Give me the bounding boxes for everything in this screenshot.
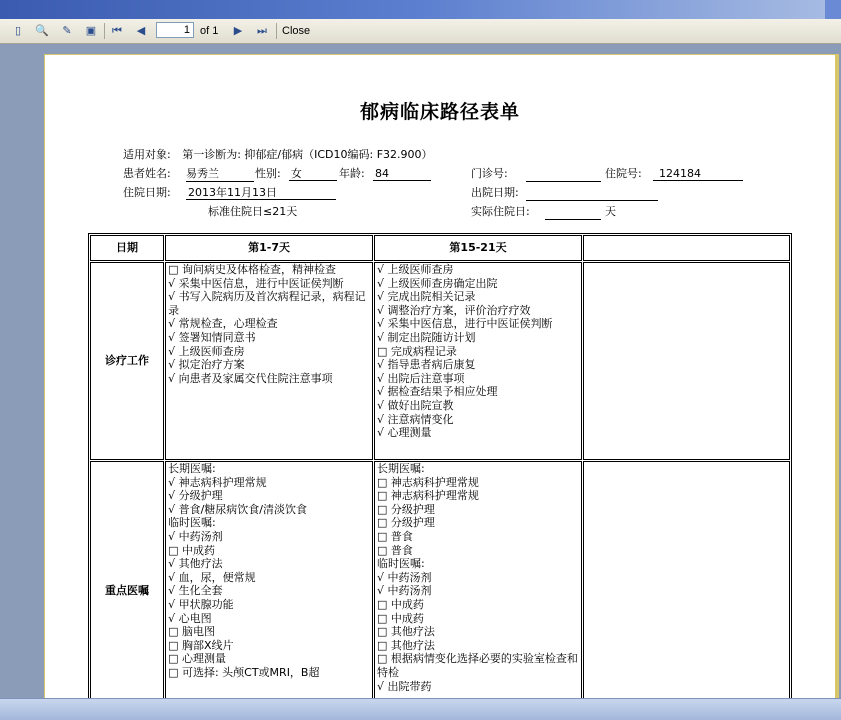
discharge-date [526, 186, 658, 201]
applicable-label: 适用对象: [123, 148, 171, 161]
treatment-empty [583, 262, 790, 460]
list-item: √ 采集中医信息，进行中医证侯判断 [168, 276, 344, 290]
titlebar-edge [825, 0, 841, 19]
page-number-input[interactable] [156, 22, 194, 38]
list-item: 长期医嘱: [377, 462, 425, 475]
list-item: □ 其他疗法 [377, 625, 435, 639]
window-titlebar [0, 0, 841, 19]
gender-label: 性别: [255, 167, 281, 180]
admit-date-label: 住院日期: [123, 186, 171, 199]
edit-icon[interactable]: ✎ [62, 25, 72, 37]
list-item: 临时医嘱: [377, 557, 425, 571]
list-item: √ 指导患者病后康复 [377, 358, 476, 372]
clinical-pathway-table [88, 233, 792, 700]
list-item: √ 中药汤剂 [377, 584, 432, 598]
list-item: 长期医嘱: [168, 462, 216, 475]
list-item: √ 出院后注意事项 [377, 371, 465, 385]
page-total-label: of 1 [200, 25, 219, 37]
list-item: □ 分级护理 [377, 502, 435, 516]
list-item: √ 中药汤剂 [377, 570, 432, 584]
list-item: □ 询问病史及体格检查，精神检查 [168, 263, 336, 276]
list-item: □ 心理测量 [168, 652, 226, 666]
document-title: 郁病临床路径表单 [359, 101, 520, 123]
first-page-icon[interactable]: ⏮ [112, 25, 122, 37]
list-item: √ 心理测量 [377, 426, 432, 440]
list-item: □ 分级护理 [377, 516, 435, 530]
toolbar-separator [104, 23, 105, 39]
actual-days-value [545, 205, 601, 224]
list-item: □ 其他疗法 [377, 638, 435, 652]
list-item: √ 血，尿，便常规 [168, 570, 256, 584]
list-item: √ 普食/糖尿病饮食/清淡饮食 [168, 502, 307, 516]
list-item: √ 出院带药 [377, 679, 432, 693]
header-date: 日期 [90, 235, 164, 261]
next-page-icon[interactable]: ▶ [233, 25, 243, 37]
list-item: √ 中药汤剂 [168, 529, 223, 543]
list-item: √ 注意病情变化 [377, 412, 454, 426]
actual-days-label: 实际住院日: [471, 205, 530, 218]
list-item: √ 做好出院宣教 [377, 398, 454, 412]
list-item: √ 调整治疗方案，评价治疗疗效 [377, 303, 531, 317]
clinic-no-label: 门诊号: [471, 167, 508, 180]
header-day-15-21: 第15-21天 [374, 235, 582, 261]
discharge-date-label: 出院日期: [471, 186, 519, 199]
list-item: √ 常规检查，心理检查 [168, 317, 278, 331]
list-item: √ 生化全套 [168, 584, 223, 598]
list-item: √ 拟定治疗方案 [168, 358, 245, 372]
applicable-row [123, 148, 433, 162]
list-item: √ 书写入院病历及首次病程记录，病程记录 [168, 290, 366, 317]
gender: 女 [289, 167, 337, 181]
list-item: □ 根据病情变化选择必要的实验室检查和特检 [377, 652, 578, 679]
orders-empty [583, 461, 790, 700]
discharge-date-value [526, 186, 658, 205]
table-row-orders [90, 461, 790, 700]
list-item: □ 普食 [377, 529, 413, 543]
list-item: √ 签署知情同意书 [168, 330, 256, 344]
patient-name-label: 患者姓名: [123, 167, 171, 180]
list-item: □ 中成药 [377, 597, 424, 611]
list-item: □ 中成药 [168, 543, 215, 557]
treatment-day-15-21 [374, 262, 582, 460]
header-day-1-7: 第1-7天 [165, 235, 373, 261]
standard-days: 标准住院日≤21天 [208, 205, 298, 218]
header-empty [583, 235, 790, 261]
list-item: □ 中成药 [377, 611, 424, 625]
clinic-no [526, 167, 601, 182]
list-item: √ 分级护理 [168, 489, 223, 503]
list-item: √ 制定出院随访计划 [377, 330, 476, 344]
age-value [373, 167, 431, 181]
orders-day-15-21 [374, 461, 582, 700]
previous-page-icon[interactable]: ◀ [136, 25, 146, 37]
clinic-no-value [526, 167, 601, 186]
table-row-treatment [90, 262, 790, 460]
gender-value [289, 167, 337, 181]
list-item: √ 上级医师查房确定出院 [377, 276, 498, 290]
row-label-orders: 重点医嘱 [90, 461, 164, 700]
applicable-value: 第一诊断为: 抑郁症/郁病（ICD10编码: F32.900） [182, 148, 433, 161]
actual-days-unit: 天 [605, 205, 616, 218]
list-item: √ 其他疗法 [168, 557, 223, 571]
status-bar [0, 698, 841, 720]
toolbar-separator [276, 23, 277, 39]
viewer-background [0, 44, 42, 698]
report-page [45, 55, 835, 700]
table-header-row [90, 235, 790, 261]
inpatient-no-value [653, 167, 743, 181]
list-item: √ 采集中医信息，进行中医证侯判断 [377, 317, 553, 331]
list-item: √ 据检查结果予相应处理 [377, 385, 498, 399]
list-item: √ 神志病科护理常规 [168, 475, 267, 489]
list-item: 临时医嘱: [168, 516, 216, 530]
list-item: □ 可选择: 头颅CT或MRI，B超 [168, 665, 320, 679]
list-item: √ 心电图 [168, 611, 212, 625]
inpatient-no-label: 住院号: [605, 167, 642, 180]
report-toolbar [0, 19, 841, 44]
admit-date-value [186, 186, 336, 200]
list-item: □ 普食 [377, 543, 413, 557]
patient-name-value [186, 167, 254, 182]
list-item: □ 神志病科护理常规 [377, 475, 479, 489]
list-item: √ 向患者及家属交代住院注意事项 [168, 371, 333, 385]
list-item: √ 上级医师查房 [377, 263, 454, 276]
orders-day-1-7 [165, 461, 373, 700]
export-icon[interactable]: ▣ [85, 25, 97, 37]
age: 84 [373, 167, 431, 181]
search-icon[interactable]: 🔍 [35, 25, 49, 37]
list-item: □ 胸部X线片 [168, 638, 234, 652]
actual-days [545, 205, 601, 220]
patient-name: 易秀兰 [186, 167, 254, 182]
list-item: √ 完成出院相关记录 [377, 290, 476, 304]
list-item: √ 甲状腺功能 [168, 597, 234, 611]
row-label-treatment: 诊疗工作 [90, 262, 164, 460]
inpatient-no: 124184 [653, 167, 743, 181]
list-item: □ 脑电图 [168, 625, 215, 639]
list-item: □ 神志病科护理常规 [377, 489, 479, 503]
close-button[interactable]: Close [282, 25, 311, 37]
last-page-icon[interactable]: ⏭ [257, 25, 267, 37]
list-item: √ 上级医师查房 [168, 344, 245, 358]
admit-date: 2013年11月13日 [186, 186, 336, 200]
treatment-day-1-7 [165, 262, 373, 460]
toggle-tree-icon[interactable]: ▯ [14, 25, 22, 37]
list-item: □ 完成病程记录 [377, 344, 457, 358]
age-label: 年龄: [339, 167, 365, 180]
